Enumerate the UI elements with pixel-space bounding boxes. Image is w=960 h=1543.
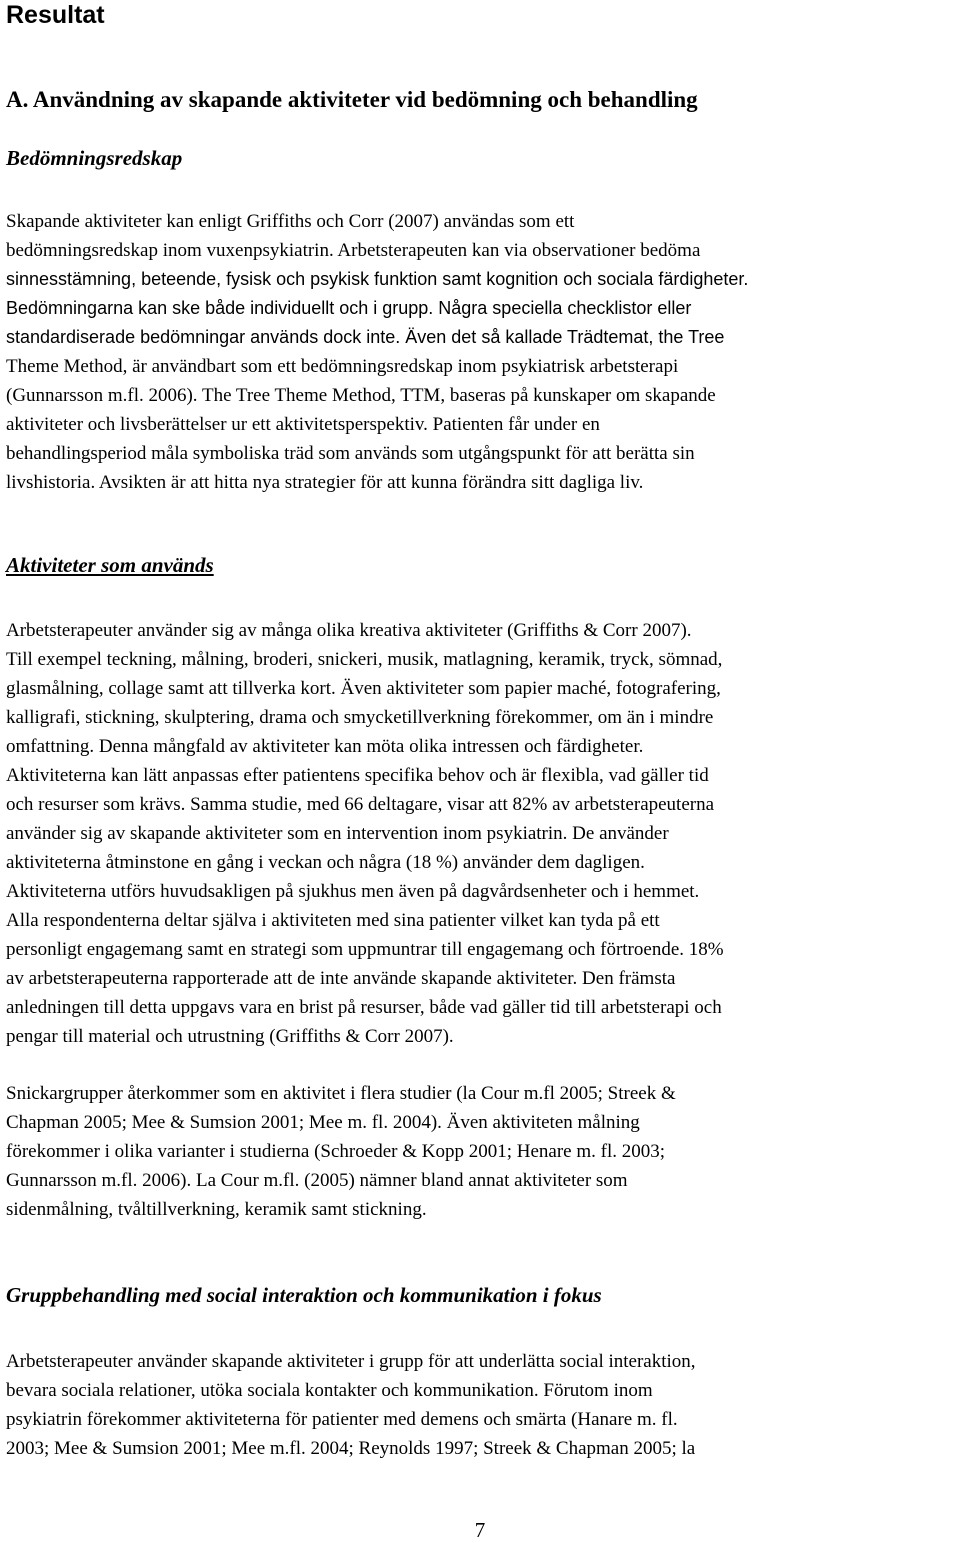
text-line: kalligrafi, stickning, skulptering, drama och smycketillverkning förekommer, om än i mindre — [6, 707, 714, 728]
text-line: 2003; Mee & Sumsion 2001; Mee m.fl. 2004; Reynolds 1997; Streek & Chapman 2005; la — [6, 1438, 696, 1459]
text-line: av arbetsterapeuterna rapporterade att de inte använde skapande aktiviteter. Den främsta — [6, 968, 676, 989]
page-number: 7 — [474, 1518, 486, 1542]
text-line: Arbetsterapeuter använder sig av många olika kreativa aktiviteter (Griffiths & Corr 2007). — [6, 620, 692, 641]
text-line: standardiserade bedömningar används dock inte. Även det så kallade Trädtemat, the Tree — [6, 327, 725, 347]
text-line: Bedömningarna kan ske både individuellt och i grupp. Några speciella checklistor eller — [6, 298, 692, 318]
text-line: behandlingsperiod måla symboliska träd som används som utgångspunkt för att berätta sin — [6, 443, 695, 464]
text-line: anledningen till detta uppgavs vara en brist på resurser, både vad gäller tid till arbetsterapi och — [6, 997, 722, 1018]
text-line: Snickargrupper återkommer som en aktivitet i flera studier (la Cour m.fl 2005; Streek & — [6, 1083, 676, 1104]
text-line: Aktiviteterna kan lätt anpassas efter patientens specifika behov och är flexibla, vad gäller tid — [6, 765, 709, 786]
text-line: Till exempel teckning, målning, broderi, snickeri, musik, matlagning, keramik, tryck, sömnad, — [6, 649, 723, 670]
text-line: glasmålning, collage samt att tillverka kort. Även aktiviteter som papier maché, fotografering, — [6, 678, 721, 699]
text-line: Aktiviteterna utförs huvudsakligen på sjukhus men även på dagvårdsenheter och i hemmet. — [6, 881, 700, 902]
subsection-heading-gruppbehandling: Gruppbehandling med social interaktion och kommunikation i fokus — [6, 1283, 602, 1307]
paragraph-aktiviteter-1 — [6, 616, 956, 1051]
text-line: (Gunnarsson m.fl. 2006). The Tree Theme Method, TTM, baseras på kunskaper om skapande — [6, 385, 716, 406]
text-line: omfattning. Denna mångfald av aktiviteter kan möta olika intressen och färdigheter. — [6, 736, 644, 757]
text-line: psykiatrin förekommer aktiviteterna för patienter med demens och smärta (Hanare m. fl. — [6, 1409, 678, 1430]
section-heading-a: A. Användning av skapande aktiviteter vid bedömning och behandling — [6, 87, 698, 112]
text-line: personligt engagemang samt en strategi som uppmuntrar till engagemang och förtroende. 18% — [6, 939, 724, 960]
text-line: och resurser som krävs. Samma studie, med 66 deltagare, visar att 82% av arbetsterapeuterna — [6, 794, 715, 815]
text-line: livshistoria. Avsikten är att hitta nya strategier för att kunna förändra sitt dagliga liv. — [6, 472, 644, 493]
text-line: pengar till material och utrustning (Griffiths & Corr 2007). — [6, 1026, 454, 1047]
text-line: sidenmålning, tvåltillverkning, keramik samt stickning. — [6, 1199, 427, 1220]
text-line: bevara sociala relationer, utöka sociala kontakter och kommunikation. Förutom inom — [6, 1380, 653, 1401]
page-title: Resultat — [6, 1, 105, 29]
subsection-heading-aktiviteter: Aktiviteter som används — [6, 553, 214, 577]
text-line: bedömningsredskap inom vuxenpsykiatrin. Arbetsterapeuten kan via observationer bedöma — [6, 240, 701, 261]
text-line: Chapman 2005; Mee & Sumsion 2001; Mee m. fl. 2004). Även aktiviteten målning — [6, 1112, 640, 1133]
paragraph-bedomningsredskap — [6, 207, 956, 497]
text-line: förekommer i olika varianter i studierna (Schroeder & Kopp 2001; Henare m. fl. 2003; — [6, 1141, 665, 1162]
paragraph-aktiviteter-2 — [6, 1079, 956, 1224]
text-line: Alla respondenterna deltar själva i aktiviteten med sina patienter vilket kan tyda på ett — [6, 910, 660, 931]
text-line: sinnesstämning, beteende, fysisk och psykisk funktion samt kognition och sociala färdigheter. — [6, 269, 749, 289]
paragraph-gruppbehandling — [6, 1347, 956, 1463]
text-line: använder sig av skapande aktiviteter som en intervention inom psykiatrin. De använder — [6, 823, 669, 844]
subsection-heading-bedomningsredskap: Bedömningsredskap — [6, 146, 183, 170]
text-line: Skapande aktiviteter kan enligt Griffiths och Corr (2007) användas som ett — [6, 211, 575, 232]
text-line: Theme Method, är användbart som ett bedömningsredskap inom psykiatrisk arbetsterapi — [6, 356, 679, 377]
text-line: aktiviteterna åtminstone en gång i veckan och några (18 %) använder dem dagligen. — [6, 852, 645, 873]
text-line: Arbetsterapeuter använder skapande aktiviteter i grupp för att underlätta social interaktion, — [6, 1351, 696, 1372]
text-line: Gunnarsson m.fl. 2006). La Cour m.fl. (2005) nämner bland annat aktiviteter som — [6, 1170, 628, 1191]
text-line: aktiviteter och livsberättelser ur ett aktivitetsperspektiv. Patienten får under en — [6, 414, 600, 435]
